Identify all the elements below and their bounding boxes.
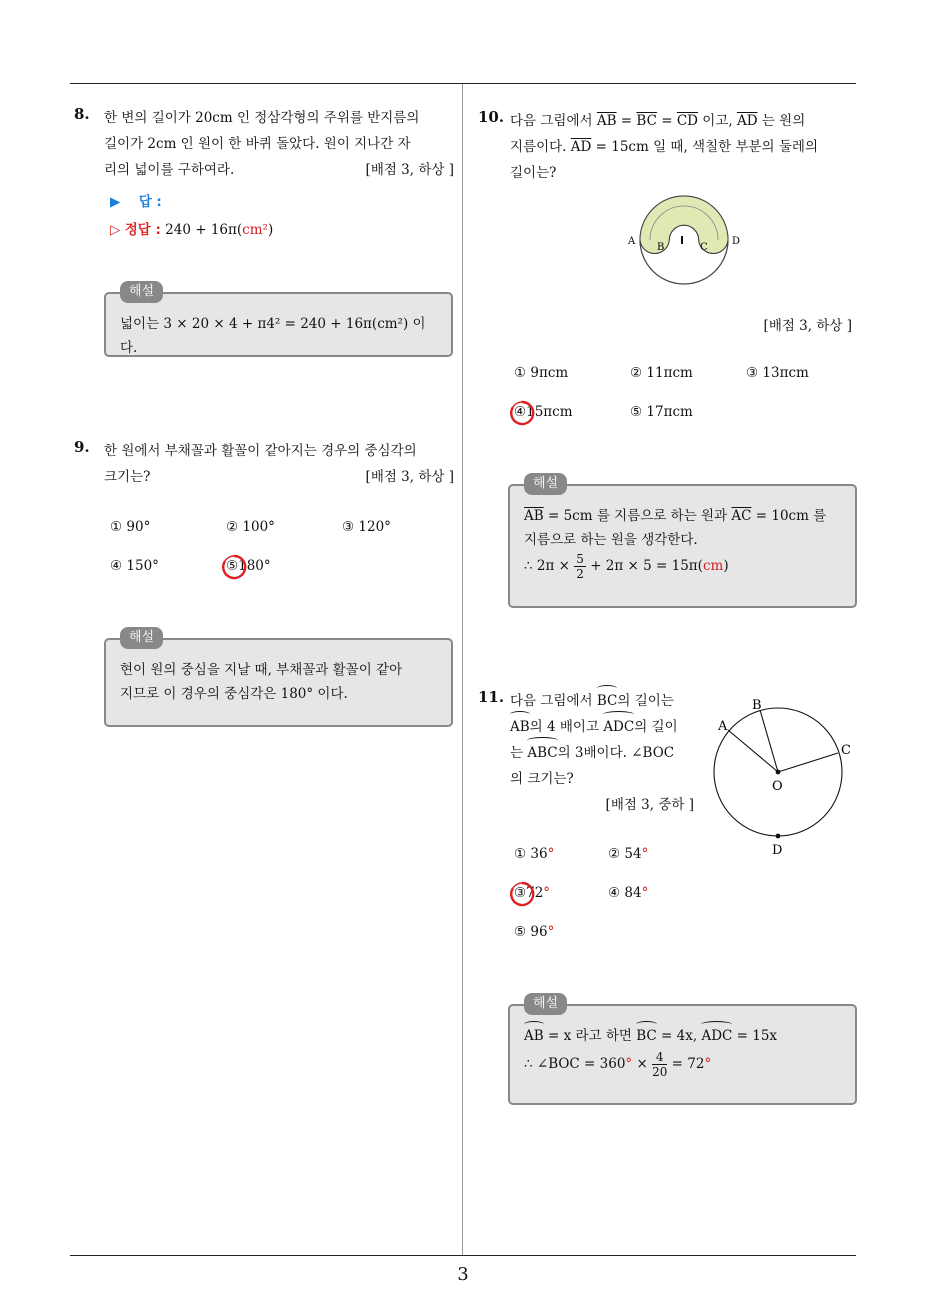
explanation-box-q9: 해설 현이 원의 중심을 지날 때, 부채꼴과 활꼴이 같아 지므로 이 경우의 중심각은 180° 이다. [104,638,453,727]
explanation-tab: 해설 [120,627,163,649]
label-c: C [841,743,851,758]
choice-1[interactable]: ① 36° [514,846,555,862]
question-number: 9. [74,438,90,456]
question-11 [478,688,708,818]
choice-3-selected[interactable]: ③72° [514,885,550,901]
circle-figure [704,694,854,854]
choice-5-selected[interactable]: ⑤180° [226,558,271,574]
question-10 [478,108,862,186]
label-a: A [718,719,728,734]
play-arrow-icon: ▶ [110,194,121,210]
correct-label: 정답 : [124,222,161,238]
column-divider [462,84,463,1256]
choice-5[interactable]: ⑤ 17πcm [630,404,693,420]
explanation-box-q10: 해설 $\overline{AB} = 5cm$ 를 지름으로 하는 원과 $\overline{AC} = 10cm$ 를 지름으로 하는 원을 생각한다. ∴ 2π × $\frac{5}{2}$ + 2π × 5 = 15π(cm) [508,484,857,608]
red-circle-mark-icon [220,553,248,581]
choice-2[interactable]: ② 54° [608,846,649,862]
label-a: A [628,236,636,247]
question-number: 10. [478,108,505,126]
answer-label: 답 : [138,194,162,210]
top-rule [70,83,856,84]
question-text: 다음 그림에서 BC의 길이는 AB의 4 배이고 ADC의 길이 는 ABC의 3배이다. ∠BOC 의 크기는? [배점 3, 중하 ] [510,688,708,818]
question-text: 한 원에서 부채꼴과 활꼴이 같아지는 경우의 중심각의 크기는? [배점 3, 하상 ] [104,438,458,490]
choice-1[interactable]: ① 90° [110,519,151,535]
correct-answer-line: ▷ 정답 : 240 + 16π(cm²) [110,222,274,238]
choice-1[interactable]: ① 9πcm [514,365,569,381]
choice-4[interactable]: ④ 150° [110,558,159,574]
label-b: B [657,242,665,253]
outline-arrow-icon: ▷ [110,222,121,238]
score-label: [배점 3, 하상 ] [763,318,852,334]
label-b: B [752,698,762,713]
choice-2[interactable]: ② 11πcm [630,365,693,381]
answer-line [110,190,162,210]
label-d: D [732,236,741,247]
page-number: 3 [457,1264,469,1285]
label-c: C [700,242,708,253]
score-label: [배점 3, 중하 ] [605,797,694,813]
explanation-box-q11: 해설 AB = x 라고 하면 BC = 4x, ADC = 15x ∴ ∠BOC = 360° × $\frac{4}{20}$ = 72° [508,1004,857,1105]
score-label: [배점 3, 하상 ] [365,162,454,178]
question-text: 다음 그림에서 $\overline{AB} = \overline{BC} = \overline{CD}$ 이고, $\overline{AD}$ 는 원의 지름이다. $\overline{AD} = 15cm$ 일 때, 색칠한 부분의 둘레의 길이는? [510,113,818,181]
correct-unit: cm² [242,222,268,238]
fraction: $\frac{5}{2}$ [576,552,584,581]
explanation-text: 넓이는 3 × 20 × 4 + π4² = 240 + 16π(cm²) 이다. [120,316,426,356]
choice-5[interactable]: ⑤ 96° [514,924,555,940]
label-d: D [772,843,783,854]
fraction: $\frac{4}{20}$ [652,1050,668,1079]
question-9 [74,438,458,490]
question-number: 11. [478,688,505,706]
red-circle-mark-icon [508,399,536,427]
explanation-tab: 해설 [524,993,567,1015]
question-number: 8. [74,105,90,123]
choice-3[interactable]: ③ 120° [342,519,391,535]
bottom-rule [70,1255,856,1256]
explanation-box-q8 [104,284,453,357]
correct-value: 240 + 16π( [165,222,243,238]
question-text: 한 변의 길이가 20cm 인 정삼각형의 주위를 반지름의 길이가 2cm 인 원이 한 바퀴 돌았다. 원이 지나간 자 리의 넓이를 구하여라. [배점 3, 하상 ] [104,105,458,183]
choice-2[interactable]: ② 100° [226,519,275,535]
yin-yang-figure [624,192,744,292]
red-circle-mark-icon [508,880,536,908]
choice-4-selected[interactable]: ④15πcm [514,404,573,420]
explanation-tab: 해설 [524,473,567,495]
label-o: O [772,779,783,794]
choice-4[interactable]: ④ 84° [608,885,649,901]
score-label: [배점 3, 하상 ] [365,469,454,485]
question-8 [74,105,458,183]
choice-3[interactable]: ③ 13πcm [746,365,809,381]
explanation-tab: 해설 [120,281,163,303]
